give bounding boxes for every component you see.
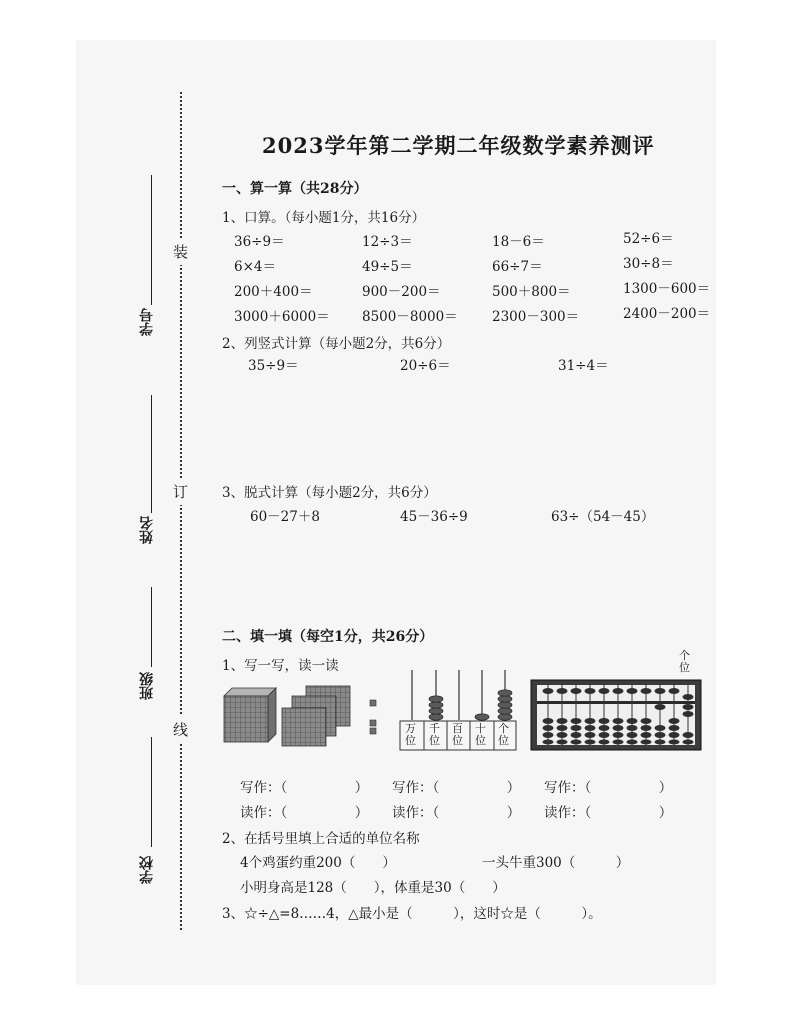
vertical-calc-item: 31÷4＝ bbox=[558, 358, 609, 374]
place-label-shi: 十位 bbox=[475, 722, 486, 747]
place-label-bai: 百位 bbox=[452, 722, 463, 747]
unit-fill-item[interactable]: 4个鸡蛋约重200（ ） bbox=[240, 855, 396, 871]
binding-char-xian: 线 bbox=[173, 716, 188, 743]
vertical-calc-item: 20÷6＝ bbox=[400, 358, 451, 374]
suanpan-place-label: 个位 bbox=[679, 649, 690, 674]
hundred-flats bbox=[282, 686, 350, 746]
s2-q2-title: 2、在括号里填上合适的单位名称 bbox=[222, 831, 420, 847]
oral-calc-item: 2400－200＝ bbox=[623, 306, 711, 322]
write-answer-field[interactable]: 写作：（ ） bbox=[240, 780, 369, 796]
oral-calc-item: 12÷3＝ bbox=[362, 234, 413, 250]
read-answer-field[interactable]: 读作：（ ） bbox=[544, 805, 673, 821]
binding-char-ding: 订 bbox=[173, 478, 188, 505]
unit-fill-item[interactable]: 一头牛重300（ ） bbox=[482, 855, 630, 871]
oral-calc-item: 52÷6＝ bbox=[623, 231, 674, 247]
class-label: 班级 bbox=[139, 672, 155, 700]
binding-dotted-line bbox=[180, 92, 182, 930]
school-field-line[interactable] bbox=[151, 737, 152, 847]
name-label: 姓名 bbox=[139, 516, 155, 544]
oral-calc-item: 30÷8＝ bbox=[623, 256, 674, 272]
base-ten-blocks-image bbox=[220, 682, 382, 750]
oral-calc-item: 2300－300＝ bbox=[492, 309, 580, 325]
suanpan-image bbox=[530, 679, 702, 751]
unit-fill-item[interactable]: 小明身高是128（ ），体重是30（ ） bbox=[240, 880, 506, 896]
write-answer-field[interactable]: 写作：（ ） bbox=[392, 780, 521, 796]
binding-char-zhuang: 装 bbox=[173, 238, 188, 265]
page-title: 2023学年第二学期二年级数学素养测评 bbox=[262, 133, 655, 158]
section2-heading: 二、填一填（每空1分，共26分） bbox=[222, 629, 434, 645]
oral-calc-item: 1300－600＝ bbox=[623, 281, 711, 297]
oral-calc-item: 3000＋6000＝ bbox=[234, 309, 330, 325]
school-label: 学校 bbox=[139, 856, 155, 884]
place-label-wan: 万位 bbox=[405, 722, 416, 747]
place-label-ge: 个位 bbox=[498, 722, 509, 747]
name-field-line[interactable] bbox=[151, 395, 152, 513]
oral-calc-item: 8500－8000＝ bbox=[362, 309, 458, 325]
oral-calc-item: 500＋800＝ bbox=[492, 284, 571, 300]
stepwise-calc-item: 60－27＋8 bbox=[250, 509, 320, 525]
read-answer-field[interactable]: 读作：（ ） bbox=[240, 805, 369, 821]
oral-calc-item: 36÷9＝ bbox=[234, 234, 285, 250]
student-id-field-line[interactable] bbox=[151, 175, 152, 305]
q2-title: 2、列竖式计算（每小题2分，共6分） bbox=[222, 336, 451, 352]
unit-cubes bbox=[370, 700, 376, 734]
s2-q1-title: 1、写一写，读一读 bbox=[222, 658, 339, 674]
stepwise-calc-item: 63÷（54－45） bbox=[551, 509, 655, 525]
place-label-qian: 千位 bbox=[429, 722, 440, 747]
read-answer-field[interactable]: 读作：（ ） bbox=[392, 805, 521, 821]
section1-heading: 一、算一算（共28分） bbox=[222, 181, 368, 197]
vertical-calc-item: 35÷9＝ bbox=[248, 358, 299, 374]
stepwise-calc-item: 45－36÷9 bbox=[400, 509, 468, 525]
oral-calc-item: 900－200＝ bbox=[362, 284, 441, 300]
oral-calc-item: 49÷5＝ bbox=[362, 259, 413, 275]
oral-calc-item: 66÷7＝ bbox=[492, 259, 543, 275]
q1-title: 1、口算。（每小题1分，共16分） bbox=[222, 210, 426, 226]
thousand-cube bbox=[224, 688, 276, 742]
q3-title: 3、脱式计算（每小题2分，共6分） bbox=[222, 485, 437, 501]
oral-calc-item: 200＋400＝ bbox=[234, 284, 313, 300]
s2-q3-text[interactable]: 3、☆÷△=8……4，△最小是（ ），这时☆是（ ）。 bbox=[222, 906, 602, 922]
class-field-line[interactable] bbox=[151, 587, 152, 667]
oral-calc-item: 18－6＝ bbox=[492, 234, 545, 250]
student-id-label: 学号 bbox=[139, 308, 155, 336]
write-answer-field[interactable]: 写作：（ ） bbox=[544, 780, 673, 796]
oral-calc-item: 6×4＝ bbox=[234, 259, 276, 275]
